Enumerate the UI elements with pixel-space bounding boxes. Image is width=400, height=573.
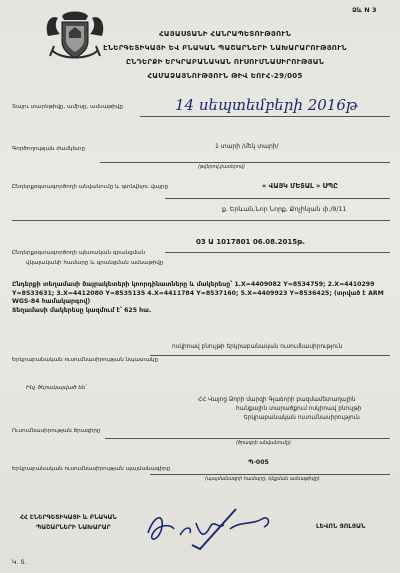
issue-date-label: Տալու տարեթիվը, ամիսը, ամսաթիվը	[12, 104, 123, 110]
registration-label-2: վկայականի համարը և գրանցման ամսաթիվը	[26, 260, 164, 266]
signatory-name: ԼԵՎՈՆ ՅՈԼՅԱՆ	[316, 523, 366, 530]
stamp-mark: Կ. Տ.	[12, 559, 27, 566]
study-purpose-value: ոսկիոավ բնույթի երկրաբանական ուսումնասիրություն	[172, 344, 343, 350]
coat-of-arms-icon	[40, 6, 110, 66]
issue-date-value: 14 սեպտեմբերի 2016թ	[175, 96, 358, 114]
conditions-label: Երկրաբանական ուսումնասիրության պայմանագիրը	[12, 466, 171, 472]
object-value-1: ՀՀ Վայոց Ձորի մարզի Գլաձորի բազմամետաղային	[198, 397, 356, 403]
signature-icon	[140, 505, 280, 551]
term-caption: (թվերով,բառերով)	[198, 165, 245, 170]
user-address: ք. Երևան,Նոր Նորք, Քոչինյան փ./9/11	[222, 206, 347, 213]
program-caption: (ծրագրի անվանումը)	[236, 441, 291, 446]
object-value-2: հանքային տարածքում ոսկիոավ բնույթի	[236, 406, 362, 412]
object-label: Ինչ ծերակայված են՝	[26, 385, 87, 391]
header-agreement-number: ՀԱՄԱՁԱՅՆՈՒԹՅՈՒՆ ԹԻՎ ԵՈՒՀ-29/005	[147, 72, 303, 80]
study-purpose-label: Երկրաբանական ուսումնասիրության նպատակը	[12, 357, 158, 363]
area-text: Տեղամասի մակերեսը կազմում է՝ 625 հա.	[12, 307, 152, 314]
coordinates-text: Ընդերքի տեղամասի ծայրակետերի կոորդինատները և մակերեսը՝ 1.X=4409082 Y=8534759; 2.X=4410299 Y=8533631; 3.X=4412080 Y=8535135 4.X=4411784 Y=8537160; 5.X=4409923 Y=8536425; (տրված է ARM WGS-84 համակարգով)	[12, 281, 384, 306]
registration-label-1: Ընդերքօգտագործողի պետական գրանցման	[12, 250, 146, 256]
registration-value: 03 Ա 1017801 06.08.2015թ.	[196, 238, 306, 246]
conditions-caption: (պայմանագրի համարը, կնքման ամսաթիվը)	[205, 477, 320, 482]
authority-line-2: ՊԱՇԱՐՆԵՐԻ ՆԱԽԱՐԱՐ	[36, 524, 111, 531]
user-name: « ՎԱՅԿ ՄԵՏԱԼ » ՍՊԸ	[262, 182, 338, 190]
user-label: Ընդերքօգտագործողի անվանումը և գտնվելու վայրը	[12, 184, 168, 190]
form-number: Ձև N 3	[352, 6, 377, 14]
header-country: ՀԱՅԱՍՏԱՆԻ ՀԱՆՐԱՊԵՏՈՒԹՅՈՒՆ	[158, 30, 292, 38]
authority-line-1: ՀՀ ԷՆԵՐԳԵՏԻԿԱՅԻ և ԲՆԱԿԱՆ	[20, 514, 117, 521]
header-study: ԸՆԴԵՐՔԻ ԵՐԿՐԱԲԱՆԱԿԱՆ ՈՒՍՈՒՄՆԱՍԻՐՈՒԹՅԱՆ	[125, 58, 325, 66]
conditions-value: Պ-005	[248, 459, 269, 466]
program-label: Ուսումնասիրության ծրագիրը	[12, 428, 101, 434]
term-value: 1 տարի /մեկ տարի/	[215, 143, 279, 150]
header-ministry: ԷՆԵՐԳԵՏԻԿԱՅԻ ԵՎ ԲՆԱԿԱՆ ՊԱՇԱՐՆԵՐԻ ՆԱԽԱՐԱՐՈՒԹՅՈՒՆ	[103, 44, 347, 52]
term-label: Գործողության ժամկետը	[12, 146, 86, 152]
object-value-3: երկրաբանական ուսումնասիրություն	[244, 415, 360, 421]
